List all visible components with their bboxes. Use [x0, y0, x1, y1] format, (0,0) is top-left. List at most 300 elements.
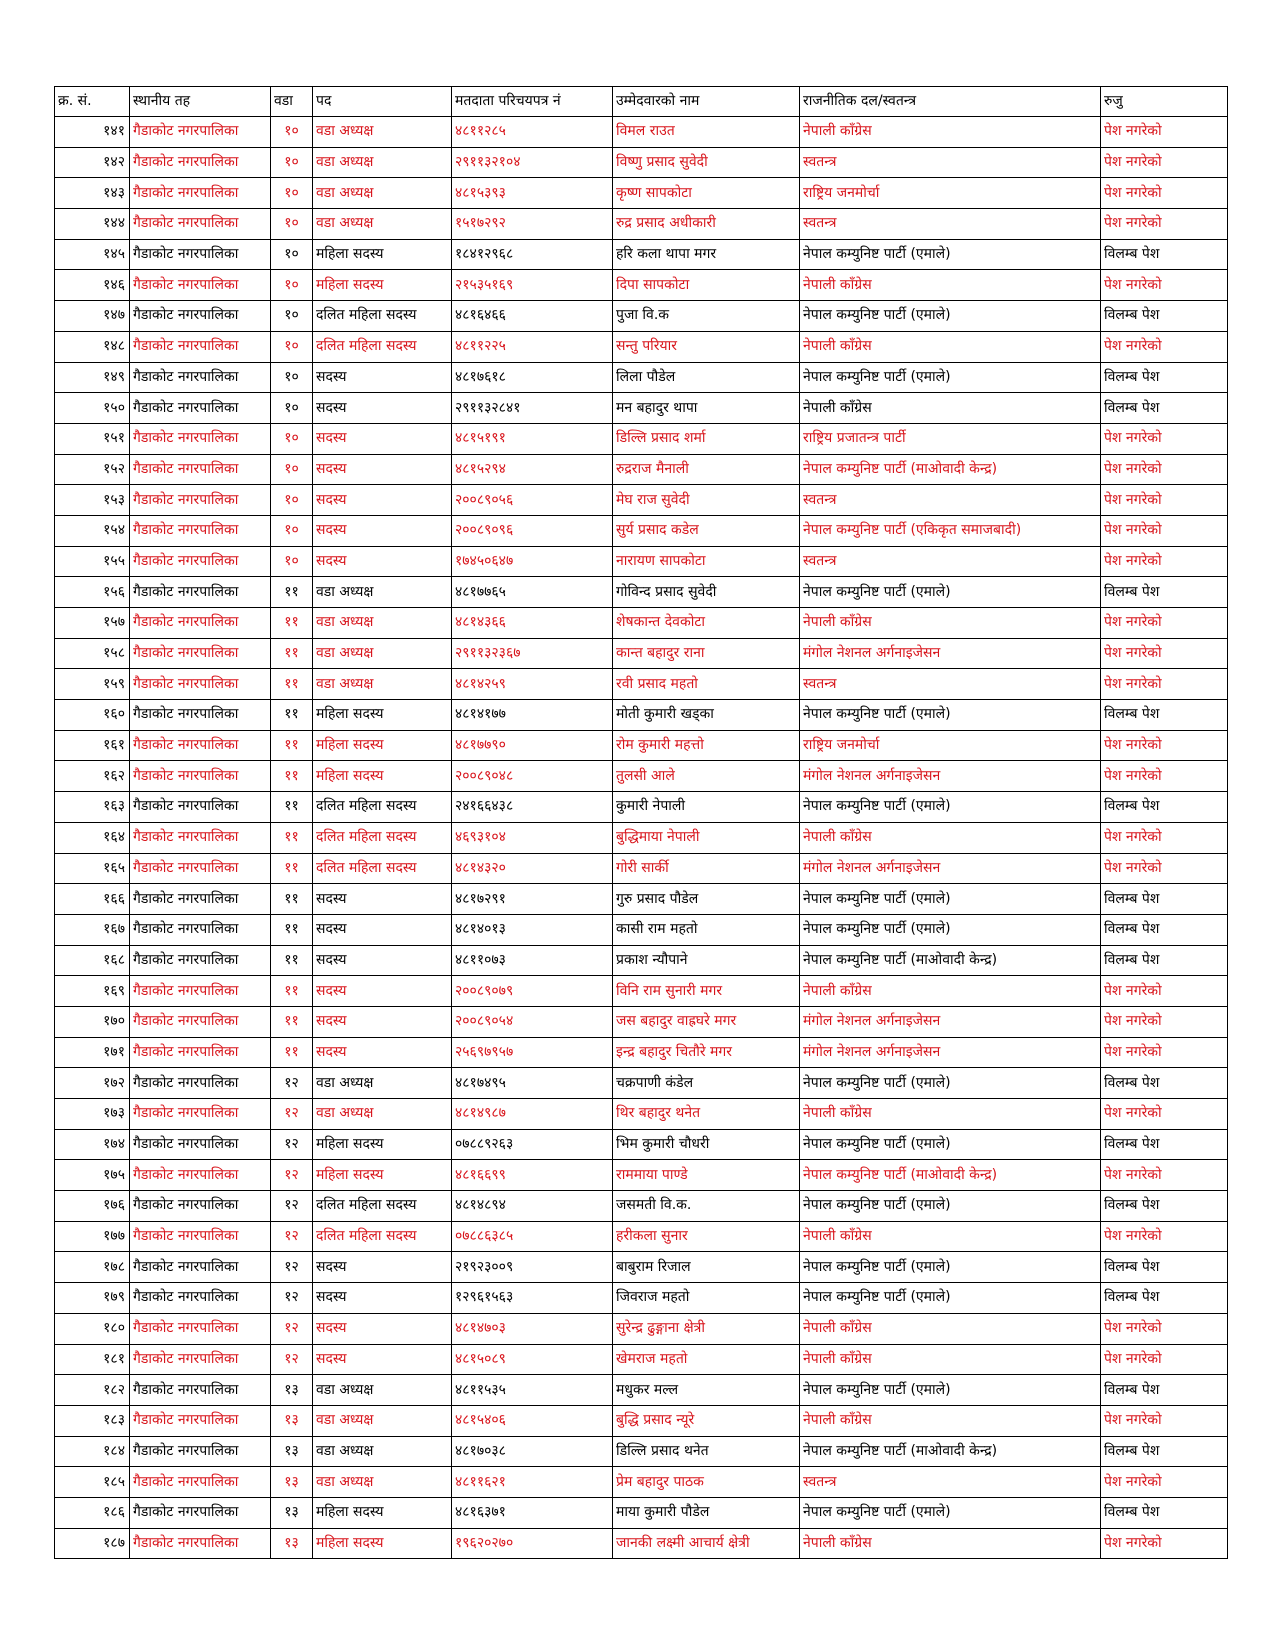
- candidate-name-cell: डिल्लि प्रसाद शर्मा: [613, 423, 800, 454]
- candidate-name-cell: डिल्लि प्रसाद थनेत: [613, 1436, 800, 1467]
- candidate-name-cell: सन्तु परियार: [613, 331, 800, 362]
- voter-id-cell: ४८१५४०६: [452, 1405, 613, 1436]
- post-cell: वडा अध्यक्ष: [313, 669, 452, 700]
- candidate-name-cell: खेमराज महतो: [613, 1344, 800, 1375]
- status-cell: विलम्ब पेश: [1101, 1283, 1228, 1314]
- local-level-cell: गैडाकोट नगरपालिका: [130, 1099, 271, 1130]
- table-row: [55, 884, 1228, 915]
- ward-cell: १२: [271, 1191, 313, 1222]
- ward-cell: ११: [271, 945, 313, 976]
- status-cell: पेश नगरेको: [1101, 1344, 1228, 1375]
- voter-id-cell: २५६९७९५७: [452, 1037, 613, 1068]
- ward-cell: १०: [271, 423, 313, 454]
- table-row: [55, 577, 1228, 608]
- local-level-cell: गैडाकोट नगरपालिका: [130, 1313, 271, 1344]
- serial-cell: १५६: [55, 577, 130, 608]
- post-cell: दलित महिला सदस्य: [313, 331, 452, 362]
- serial-cell: १७६: [55, 1191, 130, 1222]
- party-cell: नेपाल कम्युनिष्ट पार्टी (एकिकृत समाजबादी): [800, 515, 1101, 546]
- local-level-cell: गैडाकोट नगरपालिका: [130, 577, 271, 608]
- candidate-name-cell: मोती कुमारी खड्का: [613, 700, 800, 731]
- voter-id-cell: ४८१४९८७: [452, 1099, 613, 1130]
- table-row: [55, 976, 1228, 1007]
- post-cell: सदस्य: [313, 1344, 452, 1375]
- table-row: [55, 1313, 1228, 1344]
- table-row: [55, 515, 1228, 546]
- party-cell: नेपाल कम्युनिष्ट पार्टी (एमाले): [800, 700, 1101, 731]
- status-cell: विलम्ब पेश: [1101, 945, 1228, 976]
- candidate-name-cell: थिर बहादुर थनेत: [613, 1099, 800, 1130]
- status-cell: पेश नगरेको: [1101, 147, 1228, 178]
- table-row: [55, 1467, 1228, 1498]
- table-row: [55, 270, 1228, 301]
- party-cell: नेपाली काँग्रेस: [800, 1313, 1101, 1344]
- candidate-name-cell: रुद्रराज मैनाली: [613, 454, 800, 485]
- status-cell: पेश नगरेको: [1101, 546, 1228, 577]
- serial-cell: १५२: [55, 454, 130, 485]
- candidate-name-cell: पुजा वि.क: [613, 301, 800, 332]
- status-cell: विलम्ब पेश: [1101, 1191, 1228, 1222]
- candidate-name-cell: शेषकान्त देवकोटा: [613, 608, 800, 639]
- local-level-cell: गैडाकोट नगरपालिका: [130, 884, 271, 915]
- ward-cell: १०: [271, 393, 313, 424]
- status-cell: पेश नगरेको: [1101, 730, 1228, 761]
- local-level-cell: गैडाकोट नगरपालिका: [130, 1375, 271, 1406]
- post-cell: सदस्य: [313, 423, 452, 454]
- local-level-cell: गैडाकोट नगरपालिका: [130, 393, 271, 424]
- ward-cell: ११: [271, 700, 313, 731]
- table-row: [55, 638, 1228, 669]
- serial-cell: १५८: [55, 638, 130, 669]
- post-cell: सदस्य: [313, 884, 452, 915]
- serial-cell: १५५: [55, 546, 130, 577]
- party-cell: मंगोल नेशनल अर्गनाइजेसन: [800, 853, 1101, 884]
- post-cell: महिला सदस्य: [313, 1528, 452, 1559]
- ward-cell: १३: [271, 1467, 313, 1498]
- ward-cell: ११: [271, 761, 313, 792]
- table-row: [55, 331, 1228, 362]
- serial-cell: १६९: [55, 976, 130, 1007]
- table-row: [55, 239, 1228, 270]
- party-cell: नेपाल कम्युनिष्ट पार्टी (एमाले): [800, 884, 1101, 915]
- status-cell: पेश नगरेको: [1101, 976, 1228, 1007]
- voter-id-cell: २४१६६४३८: [452, 792, 613, 823]
- post-cell: महिला सदस्य: [313, 761, 452, 792]
- party-cell: नेपाल कम्युनिष्ट पार्टी (माओवादी केन्द्र): [800, 945, 1101, 976]
- ward-cell: १०: [271, 147, 313, 178]
- post-cell: सदस्य: [313, 945, 452, 976]
- party-cell: नेपाली काँग्रेस: [800, 1344, 1101, 1375]
- voter-id-cell: १२९६१५६३: [452, 1283, 613, 1314]
- candidate-name-cell: भिम कुमारी चौधरी: [613, 1129, 800, 1160]
- status-cell: विलम्ब पेश: [1101, 1068, 1228, 1099]
- voter-id-cell: २००८९०४८: [452, 761, 613, 792]
- candidate-name-cell: लिला पौडेल: [613, 362, 800, 393]
- serial-cell: १४१: [55, 117, 130, 148]
- status-cell: विलम्ब पेश: [1101, 577, 1228, 608]
- voter-id-cell: २००८९०७९: [452, 976, 613, 1007]
- table-row: [55, 423, 1228, 454]
- ward-cell: ११: [271, 577, 313, 608]
- serial-cell: १५०: [55, 393, 130, 424]
- candidate-name-cell: इन्द्र बहादुर चितौरे मगर: [613, 1037, 800, 1068]
- voter-id-cell: ४८१७०३८: [452, 1436, 613, 1467]
- table-row: [55, 1528, 1228, 1559]
- ward-cell: १२: [271, 1221, 313, 1252]
- local-level-cell: गैडाकोट नगरपालिका: [130, 1221, 271, 1252]
- serial-cell: १५४: [55, 515, 130, 546]
- post-cell: वडा अध्यक्ष: [313, 1405, 452, 1436]
- table-row: [55, 117, 1228, 148]
- local-level-cell: गैडाकोट नगरपालिका: [130, 1528, 271, 1559]
- post-cell: सदस्य: [313, 1252, 452, 1283]
- serial-cell: १६७: [55, 914, 130, 945]
- party-cell: नेपाली काँग्रेस: [800, 1221, 1101, 1252]
- status-cell: विलम्ब पेश: [1101, 792, 1228, 823]
- ward-cell: १०: [271, 117, 313, 148]
- local-level-cell: गैडाकोट नगरपालिका: [130, 1068, 271, 1099]
- post-cell: दलित महिला सदस्य: [313, 822, 452, 853]
- local-level-cell: गैडाकोट नगरपालिका: [130, 485, 271, 516]
- voter-id-cell: १५१७२९२: [452, 209, 613, 240]
- post-cell: सदस्य: [313, 976, 452, 1007]
- status-cell: पेश नगरेको: [1101, 1405, 1228, 1436]
- serial-cell: १७१: [55, 1037, 130, 1068]
- status-cell: पेश नगरेको: [1101, 1099, 1228, 1130]
- ward-cell: १२: [271, 1313, 313, 1344]
- voter-id-cell: २१५३५१६९: [452, 270, 613, 301]
- candidate-name-cell: नारायण सापकोटा: [613, 546, 800, 577]
- post-cell: वडा अध्यक्ष: [313, 147, 452, 178]
- post-cell: दलित महिला सदस्य: [313, 853, 452, 884]
- local-level-cell: गैडाकोट नगरपालिका: [130, 945, 271, 976]
- candidate-name-cell: विनि राम सुनारी मगर: [613, 976, 800, 1007]
- post-cell: सदस्य: [313, 362, 452, 393]
- table-row: [55, 362, 1228, 393]
- ward-cell: ११: [271, 638, 313, 669]
- party-cell: मंगोल नेशनल अर्गनाइजेसन: [800, 761, 1101, 792]
- ward-cell: १०: [271, 301, 313, 332]
- table-row: [55, 301, 1228, 332]
- post-cell: दलित महिला सदस्य: [313, 1191, 452, 1222]
- status-cell: पेश नगरेको: [1101, 485, 1228, 516]
- post-cell: वडा अध्यक्ष: [313, 1068, 452, 1099]
- party-cell: मंगोल नेशनल अर्गनाइजेसन: [800, 638, 1101, 669]
- local-level-cell: गैडाकोट नगरपालिका: [130, 1037, 271, 1068]
- serial-cell: १४४: [55, 209, 130, 240]
- party-cell: नेपाली काँग्रेस: [800, 976, 1101, 1007]
- voter-id-cell: ४८११०७३: [452, 945, 613, 976]
- party-cell: नेपाल कम्युनिष्ट पार्टी (एमाले): [800, 301, 1101, 332]
- ward-cell: ११: [271, 976, 313, 1007]
- table-row: [55, 178, 1228, 209]
- serial-cell: १५३: [55, 485, 130, 516]
- candidate-name-cell: बुद्धिमाया नेपाली: [613, 822, 800, 853]
- table-row: [55, 1405, 1228, 1436]
- party-cell: नेपाल कम्युनिष्ट पार्टी (एमाले): [800, 1129, 1101, 1160]
- table-row: [55, 1006, 1228, 1037]
- party-cell: नेपाली काँग्रेस: [800, 1099, 1101, 1130]
- candidate-name-cell: जसमती वि.क.: [613, 1191, 800, 1222]
- ward-cell: ११: [271, 1037, 313, 1068]
- local-level-cell: गैडाकोट नगरपालिका: [130, 1129, 271, 1160]
- status-cell: पेश नगरेको: [1101, 515, 1228, 546]
- ward-cell: १२: [271, 1252, 313, 1283]
- header-local-level: स्थानीय तह: [130, 87, 271, 117]
- ward-cell: ११: [271, 914, 313, 945]
- candidate-name-cell: प्रकाश न्यौपाने: [613, 945, 800, 976]
- post-cell: वडा अध्यक्ष: [313, 1467, 452, 1498]
- post-cell: वडा अध्यक्ष: [313, 577, 452, 608]
- voter-id-cell: ४८१५२९४: [452, 454, 613, 485]
- party-cell: मंगोल नेशनल अर्गनाइजेसन: [800, 1006, 1101, 1037]
- ward-cell: ११: [271, 669, 313, 700]
- ward-cell: १०: [271, 546, 313, 577]
- party-cell: राष्ट्रिय जनमोर्चा: [800, 178, 1101, 209]
- serial-cell: १४९: [55, 362, 130, 393]
- voter-id-cell: ४८११५३५: [452, 1375, 613, 1406]
- ward-cell: १३: [271, 1405, 313, 1436]
- status-cell: पेश नगरेको: [1101, 1037, 1228, 1068]
- local-level-cell: गैडाकोट नगरपालिका: [130, 1252, 271, 1283]
- ward-cell: १०: [271, 485, 313, 516]
- candidate-name-cell: गोरी सार्की: [613, 853, 800, 884]
- serial-cell: १८०: [55, 1313, 130, 1344]
- candidate-name-cell: जिवराज महतो: [613, 1283, 800, 1314]
- table-row: [55, 914, 1228, 945]
- voter-id-cell: १९६२०२७०: [452, 1528, 613, 1559]
- header-row: [55, 87, 1228, 117]
- serial-cell: १८३: [55, 1405, 130, 1436]
- serial-cell: १७३: [55, 1099, 130, 1130]
- party-cell: स्वतन्त्र: [800, 209, 1101, 240]
- local-level-cell: गैडाकोट नगरपालिका: [130, 1160, 271, 1191]
- status-cell: पेश नगरेको: [1101, 669, 1228, 700]
- status-cell: पेश नगरेको: [1101, 1313, 1228, 1344]
- post-cell: वडा अध्यक्ष: [313, 608, 452, 639]
- header-serial: क्र. सं.: [55, 87, 130, 117]
- post-cell: वडा अध्यक्ष: [313, 178, 452, 209]
- status-cell: पेश नगरेको: [1101, 209, 1228, 240]
- table-row: [55, 608, 1228, 639]
- status-cell: पेश नगरेको: [1101, 1467, 1228, 1498]
- local-level-cell: गैडाकोट नगरपालिका: [130, 1467, 271, 1498]
- candidate-name-cell: दिपा सापकोटा: [613, 270, 800, 301]
- voter-id-cell: ४८१६४६६: [452, 301, 613, 332]
- party-cell: नेपाल कम्युनिष्ट पार्टी (एमाले): [800, 1497, 1101, 1528]
- voter-id-cell: ४८१७७६५: [452, 577, 613, 608]
- candidate-name-cell: बाबुराम रिजाल: [613, 1252, 800, 1283]
- local-level-cell: गैडाकोट नगरपालिका: [130, 1344, 271, 1375]
- party-cell: नेपाली काँग्रेस: [800, 608, 1101, 639]
- serial-cell: १८२: [55, 1375, 130, 1406]
- status-cell: पेश नगरेको: [1101, 117, 1228, 148]
- serial-cell: १७४: [55, 1129, 130, 1160]
- ward-cell: ११: [271, 822, 313, 853]
- header-status: रुजु: [1101, 87, 1228, 117]
- table-row: [55, 1191, 1228, 1222]
- post-cell: वडा अध्यक्ष: [313, 209, 452, 240]
- serial-cell: १४७: [55, 301, 130, 332]
- post-cell: महिला सदस्य: [313, 730, 452, 761]
- post-cell: दलित महिला सदस्य: [313, 1221, 452, 1252]
- ward-cell: १०: [271, 178, 313, 209]
- status-cell: पेश नगरेको: [1101, 270, 1228, 301]
- ward-cell: १२: [271, 1099, 313, 1130]
- party-cell: नेपाल कम्युनिष्ट पार्टी (माओवादी केन्द्र): [800, 1436, 1101, 1467]
- post-cell: वडा अध्यक्ष: [313, 1099, 452, 1130]
- ward-cell: १२: [271, 1068, 313, 1099]
- serial-cell: १४२: [55, 147, 130, 178]
- ward-cell: १०: [271, 270, 313, 301]
- candidate-name-cell: माया कुमारी पौडेल: [613, 1497, 800, 1528]
- voter-id-cell: ०७८८६३८५: [452, 1221, 613, 1252]
- status-cell: विलम्ब पेश: [1101, 1252, 1228, 1283]
- status-cell: विलम्ब पेश: [1101, 239, 1228, 270]
- table-row: [55, 1068, 1228, 1099]
- ward-cell: १०: [271, 331, 313, 362]
- voter-id-cell: ४८१७६१८: [452, 362, 613, 393]
- local-level-cell: गैडाकोट नगरपालिका: [130, 362, 271, 393]
- voter-id-cell: १८४१२९६८: [452, 239, 613, 270]
- party-cell: नेपाल कम्युनिष्ट पार्टी (माओवादी केन्द्र): [800, 1160, 1101, 1191]
- serial-cell: १६२: [55, 761, 130, 792]
- local-level-cell: गैडाकोट नगरपालिका: [130, 792, 271, 823]
- voter-id-cell: २००८९०५४: [452, 1006, 613, 1037]
- candidate-name-cell: जस बहादुर वाह्रघरे मगर: [613, 1006, 800, 1037]
- serial-cell: १४६: [55, 270, 130, 301]
- table-row: [55, 1160, 1228, 1191]
- party-cell: राष्ट्रिय प्रजातन्त्र पार्टी: [800, 423, 1101, 454]
- post-cell: महिला सदस्य: [313, 1129, 452, 1160]
- voter-id-cell: ४८१४८९४: [452, 1191, 613, 1222]
- ward-cell: ११: [271, 792, 313, 823]
- ward-cell: १०: [271, 515, 313, 546]
- table-row: [55, 669, 1228, 700]
- voter-id-cell: ४८१५३९३: [452, 178, 613, 209]
- party-cell: नेपाली काँग्रेस: [800, 822, 1101, 853]
- serial-cell: १६३: [55, 792, 130, 823]
- ward-cell: १०: [271, 209, 313, 240]
- header-party: राजनीतिक दल/स्वतन्त्र: [800, 87, 1101, 117]
- party-cell: नेपाल कम्युनिष्ट पार्टी (एमाले): [800, 914, 1101, 945]
- table-row: [55, 1129, 1228, 1160]
- candidate-name-cell: सुरेन्द्र ढुङ्गाना क्षेत्री: [613, 1313, 800, 1344]
- table-row: [55, 1252, 1228, 1283]
- serial-cell: १७९: [55, 1283, 130, 1314]
- post-cell: सदस्य: [313, 1006, 452, 1037]
- serial-cell: १६१: [55, 730, 130, 761]
- serial-cell: १५१: [55, 423, 130, 454]
- header-post: पद: [313, 87, 452, 117]
- table-row: [55, 1283, 1228, 1314]
- post-cell: वडा अध्यक्ष: [313, 1375, 452, 1406]
- serial-cell: १५९: [55, 669, 130, 700]
- candidate-name-cell: कृष्ण सापकोटा: [613, 178, 800, 209]
- post-cell: दलित महिला सदस्य: [313, 792, 452, 823]
- party-cell: नेपाल कम्युनिष्ट पार्टी (एमाले): [800, 1375, 1101, 1406]
- post-cell: सदस्य: [313, 393, 452, 424]
- ward-cell: १०: [271, 454, 313, 485]
- post-cell: वडा अध्यक्ष: [313, 117, 452, 148]
- ward-cell: ११: [271, 853, 313, 884]
- table-row: [55, 209, 1228, 240]
- party-cell: राष्ट्रिय जनमोर्चा: [800, 730, 1101, 761]
- status-cell: पेश नगरेको: [1101, 638, 1228, 669]
- party-cell: नेपाल कम्युनिष्ट पार्टी (एमाले): [800, 792, 1101, 823]
- serial-cell: १६६: [55, 884, 130, 915]
- party-cell: नेपाल कम्युनिष्ट पार्टी (माओवादी केन्द्र): [800, 454, 1101, 485]
- local-level-cell: गैडाकोट नगरपालिका: [130, 454, 271, 485]
- party-cell: नेपाल कम्युनिष्ट पार्टी (एमाले): [800, 1191, 1101, 1222]
- voter-id-cell: ४८१७४९५: [452, 1068, 613, 1099]
- candidate-name-cell: गोविन्द प्रसाद सुवेदी: [613, 577, 800, 608]
- candidate-name-cell: राममाया पाण्डे: [613, 1160, 800, 1191]
- candidate-name-cell: जानकी लक्ष्मी आचार्य क्षेत्री: [613, 1528, 800, 1559]
- post-cell: सदस्य: [313, 914, 452, 945]
- status-cell: विलम्ब पेश: [1101, 301, 1228, 332]
- post-cell: महिला सदस्य: [313, 1160, 452, 1191]
- table-row: [55, 1344, 1228, 1375]
- serial-cell: १५७: [55, 608, 130, 639]
- status-cell: विलम्ब पेश: [1101, 1497, 1228, 1528]
- local-level-cell: गैडाकोट नगरपालिका: [130, 301, 271, 332]
- candidate-name-cell: कासी राम महतो: [613, 914, 800, 945]
- serial-cell: १७७: [55, 1221, 130, 1252]
- voter-id-cell: ४८१४२५९: [452, 669, 613, 700]
- header-candidate-name: उम्मेदवारको नाम: [613, 87, 800, 117]
- local-level-cell: गैडाकोट नगरपालिका: [130, 270, 271, 301]
- table-row: [55, 853, 1228, 884]
- candidate-name-cell: चक्रपाणी कंडेल: [613, 1068, 800, 1099]
- local-level-cell: गैडाकोट नगरपालिका: [130, 914, 271, 945]
- serial-cell: १८७: [55, 1528, 130, 1559]
- candidate-name-cell: विष्णु प्रसाद सुवेदी: [613, 147, 800, 178]
- post-cell: सदस्य: [313, 515, 452, 546]
- voter-id-cell: ४८११२८५: [452, 117, 613, 148]
- status-cell: पेश नगरेको: [1101, 178, 1228, 209]
- post-cell: दलित महिला सदस्य: [313, 301, 452, 332]
- party-cell: नेपाली काँग्रेस: [800, 331, 1101, 362]
- serial-cell: १७५: [55, 1160, 130, 1191]
- party-cell: नेपाली काँग्रेस: [800, 1528, 1101, 1559]
- candidate-name-cell: हरि कला थापा मगर: [613, 239, 800, 270]
- voter-id-cell: २९११३२३६७: [452, 638, 613, 669]
- ward-cell: १३: [271, 1497, 313, 1528]
- status-cell: पेश नगरेको: [1101, 454, 1228, 485]
- post-cell: सदस्य: [313, 485, 452, 516]
- party-cell: नेपाल कम्युनिष्ट पार्टी (एमाले): [800, 1252, 1101, 1283]
- voter-id-cell: ४८१६३७१: [452, 1497, 613, 1528]
- status-cell: विलम्ब पेश: [1101, 393, 1228, 424]
- serial-cell: १८४: [55, 1436, 130, 1467]
- table-row: [55, 1221, 1228, 1252]
- table-row: [55, 1436, 1228, 1467]
- party-cell: नेपाल कम्युनिष्ट पार्टी (एमाले): [800, 577, 1101, 608]
- status-cell: पेश नगरेको: [1101, 423, 1228, 454]
- voter-id-cell: ४८१६६९९: [452, 1160, 613, 1191]
- local-level-cell: गैडाकोट नगरपालिका: [130, 730, 271, 761]
- candidate-name-cell: रुद्र प्रसाद अधीकारी: [613, 209, 800, 240]
- serial-cell: १८१: [55, 1344, 130, 1375]
- table-row: [55, 1375, 1228, 1406]
- header-ward: वडा: [271, 87, 313, 117]
- candidate-name-cell: मन बहादुर थापा: [613, 393, 800, 424]
- candidate-name-cell: सुर्य प्रसाद कडेल: [613, 515, 800, 546]
- local-level-cell: गैडाकोट नगरपालिका: [130, 1405, 271, 1436]
- serial-cell: १८५: [55, 1467, 130, 1498]
- local-level-cell: गैडाकोट नगरपालिका: [130, 423, 271, 454]
